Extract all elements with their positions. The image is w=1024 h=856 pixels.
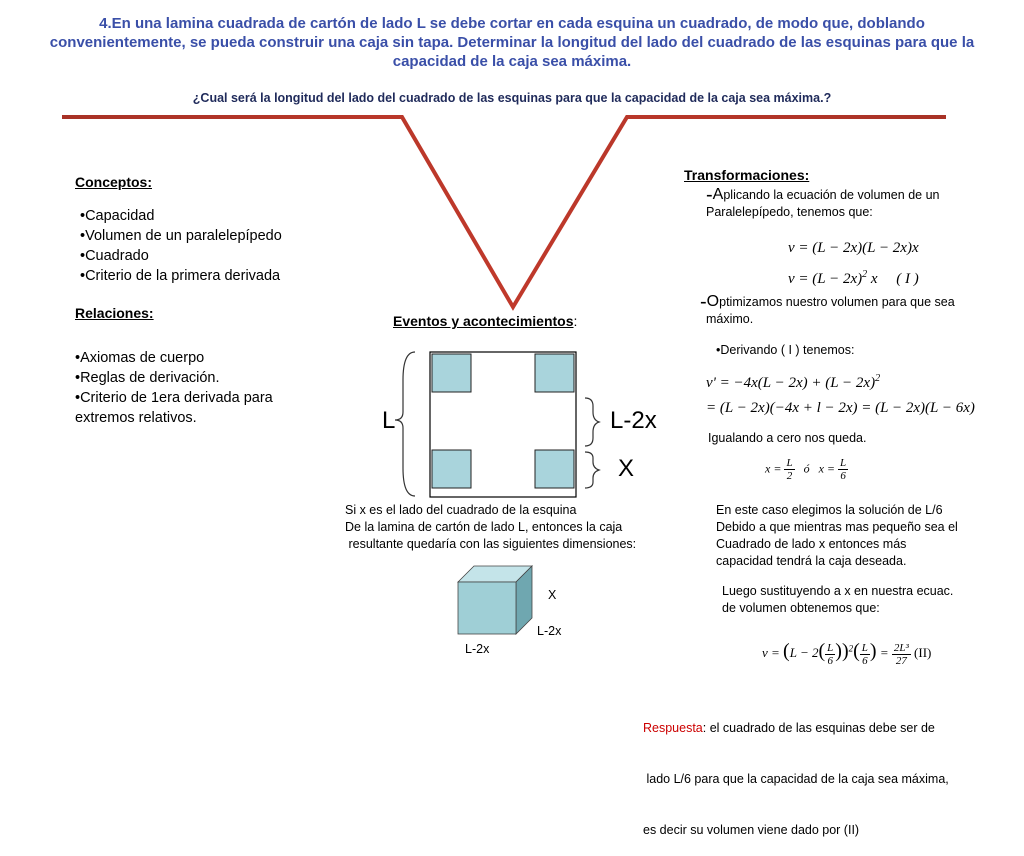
right-brace-upper: [585, 398, 599, 446]
eq2-main: v = (L − 2x): [788, 271, 863, 287]
equation-4: = (L − 2x)(−4x + l − 2x) = (L − 2x)(L − 6x): [706, 400, 975, 416]
fraction-L-6: [838, 457, 848, 482]
respuesta-text: [643, 686, 949, 856]
eventos-heading-colon: :: [573, 313, 578, 329]
aplicando-text: [706, 186, 939, 221]
frac-den: 6: [840, 470, 846, 482]
eq5-frac3: [892, 642, 911, 667]
eq2-tail: x ( I ): [867, 271, 919, 287]
eq5-eq: =: [879, 645, 889, 660]
igualando-text: Igualando a cero nos queda.: [708, 431, 867, 445]
eq5-tag: (II): [914, 645, 932, 660]
caso-line: Cuadrado de lado x entonces más: [716, 537, 907, 551]
caso-text: [716, 502, 958, 570]
aplicando-line2: Paralelepípedo, tenemos que:: [706, 205, 873, 219]
optimizamos-text: [700, 293, 955, 328]
list-item: •Criterio de la primera derivada: [80, 268, 281, 284]
frac-den: 6: [827, 654, 833, 667]
sol-mid: x =: [818, 461, 835, 476]
caption-line: resultante quedaría con las siguientes dimensiones:: [345, 537, 637, 551]
conceptos-list: [80, 206, 282, 286]
eq3-sup: 2: [875, 373, 881, 384]
optim-line2: máximo.: [706, 312, 754, 326]
equation-5: v = (L − 2( $\frac{L}{6}$ ))$^2$( $\frac{L}{6}$ ) = $\frac{\text{2L³}}{27}$ (II): [762, 640, 932, 667]
eq3-main: v' = −4x(L − 2x) + (L − 2x): [706, 375, 876, 391]
equation-1: v = (L − 2x)(L − 2x)x: [788, 240, 919, 256]
luego-text: [722, 583, 953, 617]
respuesta-line2: lado L/6 para que la capacidad de la caja sea máxima,: [643, 772, 949, 786]
equation-2: [788, 269, 919, 288]
cap-letter: A: [712, 186, 724, 203]
box-label-x: X: [548, 588, 557, 602]
frac-num: 2L³: [893, 641, 909, 654]
sol-or: ó: [803, 461, 810, 476]
conceptos-heading: Conceptos:: [75, 174, 152, 190]
sol-left: x =: [765, 461, 782, 476]
dash: -: [706, 184, 713, 206]
caso-line: En este caso elegimos la solución de L/6: [716, 503, 943, 517]
label-X: X: [618, 455, 635, 482]
list-item: •Reglas de derivación.: [75, 370, 220, 386]
respuesta-line1: : el cuadrado de las esquinas debe ser de: [702, 721, 935, 735]
eventos-caption: [345, 502, 636, 553]
frac-num: L: [861, 641, 868, 654]
respuesta-label: Respuesta: [643, 721, 703, 735]
relaciones-list: [75, 348, 273, 428]
frac-num: L: [827, 641, 834, 654]
eq5-v: v =: [762, 645, 780, 660]
main-question: ¿Cual será la longitud del lado del cuadrado de las esquinas para que la capacidad de la caja sea máxima.?: [192, 91, 832, 105]
dash: -: [700, 291, 707, 313]
caption-line: Si x es el lado del cuadrado de la esquina: [345, 503, 577, 517]
luego-line: de volumen obtenemos que:: [722, 601, 880, 615]
eq5-frac1: [825, 642, 835, 667]
respuesta-line3: es decir su volumen viene dado por (II): [643, 823, 860, 837]
eventos-heading-text: Eventos y acontecimientos: [393, 313, 574, 329]
box-front-face: [458, 582, 516, 634]
corner-square-bl: [432, 450, 471, 488]
equation-3: [706, 373, 880, 392]
corner-square-br: [535, 450, 574, 488]
luego-line: Luego sustituyendo a x en nuestra ecuac.: [722, 584, 954, 598]
left-brace: [395, 352, 415, 496]
corner-square-tr: [535, 354, 574, 392]
box-3d: [450, 560, 540, 640]
solutions: [765, 457, 848, 482]
label-L-2x: L-2x: [610, 407, 657, 434]
corner-square-tl: [432, 354, 471, 392]
frac-num: L: [786, 457, 793, 469]
frac-den: 6: [862, 654, 868, 667]
frac-num: L: [840, 457, 847, 469]
label-L: L: [382, 407, 396, 434]
transformaciones-heading: Transformaciones:: [684, 167, 810, 183]
list-item: •Axiomas de cuerpo: [75, 350, 205, 366]
box-label-l2x-side: L-2x: [537, 624, 562, 638]
list-item: •Cuadrado: [80, 248, 149, 264]
relaciones-heading: Relaciones:: [75, 305, 154, 321]
list-item: •Capacidad: [80, 208, 155, 224]
frac-den: 27: [895, 654, 907, 667]
eventos-heading: [393, 313, 577, 329]
derivando-text: •Derivando ( I ) tenemos:: [716, 343, 855, 357]
right-brace-lower: [585, 452, 599, 488]
list-item: •Criterio de 1era derivada para: [75, 390, 273, 406]
fraction-L-2: [784, 457, 794, 482]
frac-den: 2: [786, 470, 793, 482]
caption-line: De la lamina de cartón de lado L, entonces la caja: [345, 520, 623, 534]
caso-line: capacidad tendrá la caja deseada.: [716, 554, 907, 568]
caso-line: Debido a que mientras mas pequeño sea el: [716, 520, 958, 534]
list-item: extremos relativos.: [75, 410, 197, 426]
eq5-sup: 2: [848, 643, 854, 654]
aplicando-rest: plicando la ecuación de volumen de un: [723, 188, 940, 202]
eq5-L: L − 2: [789, 645, 819, 660]
list-item: •Volumen de un paralelepípedo: [80, 228, 282, 244]
cap-letter: O: [706, 293, 720, 310]
page-title: 4.En una lamina cuadrada de cartón de lado L se debe cortar en cada esquina un cuadrado, de modo que, doblando convenientemente, se pueda construir una caja sin tapa. Determinar la longitud del lado del cuadrado de las esquinas para que la capacidad de la caja sea máxima.: [49, 15, 975, 70]
optim-rest: ptimizamos nuestro volumen para que sea: [719, 295, 955, 309]
eq2-sup: 2: [862, 269, 868, 280]
eq5-frac2: [860, 642, 870, 667]
box-label-l2x-bottom: L-2x: [465, 642, 490, 656]
